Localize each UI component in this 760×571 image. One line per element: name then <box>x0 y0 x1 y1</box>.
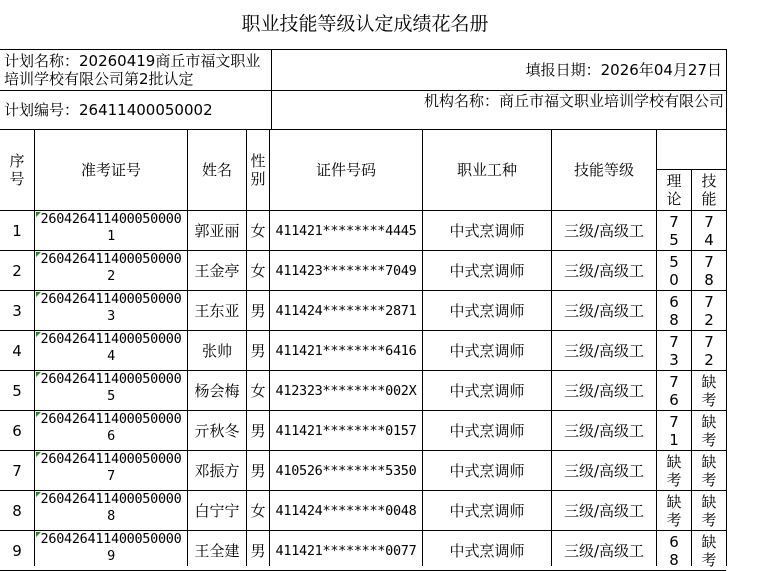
grid-line <box>187 129 188 566</box>
cell-marker-icon <box>36 532 41 537</box>
cell-theory[interactable]: 76 <box>669 372 679 409</box>
page-title: 职业技能等级认定成绩花名册 <box>241 13 489 35</box>
grid-line <box>551 129 552 566</box>
cell-id[interactable]: 411421********4445 <box>275 222 417 239</box>
cell-ticket[interactable]: 2604264114000500005 <box>40 371 182 404</box>
header-gender: 性别 <box>250 152 266 188</box>
cell-level[interactable]: 三级/高级工 <box>563 301 645 320</box>
cell-name[interactable]: 王全建 <box>194 541 240 560</box>
cell-level[interactable]: 三级/高级工 <box>563 501 645 520</box>
cell-occupation[interactable]: 中式烹调师 <box>449 541 525 560</box>
cell-id[interactable]: 411421********0077 <box>275 542 417 559</box>
cell-id[interactable]: 411424********2871 <box>275 302 417 319</box>
grid-line <box>0 210 726 211</box>
cell-skill[interactable]: 78 <box>704 252 714 289</box>
cell-marker-icon <box>36 292 41 297</box>
cell-seq[interactable]: 7 <box>12 461 22 480</box>
grid-line <box>691 169 692 566</box>
institution-cell[interactable]: 机构名称：商丘市福文职业培训学校有限公司 <box>423 92 724 110</box>
cell-theory[interactable]: 50 <box>669 252 679 289</box>
cell-occupation[interactable]: 中式烹调师 <box>449 301 525 320</box>
grid-line <box>0 530 726 531</box>
cell-seq[interactable]: 8 <box>12 501 22 520</box>
grid-line <box>246 129 247 566</box>
cell-marker-icon <box>36 492 41 497</box>
cell-ticket[interactable]: 2604264114000500004 <box>40 331 182 364</box>
cell-name[interactable]: 杨会梅 <box>194 381 240 400</box>
grid-line <box>0 250 726 251</box>
cell-marker-icon <box>36 332 41 337</box>
grid-line <box>0 490 726 491</box>
grid-line <box>0 90 726 91</box>
cell-level[interactable]: 三级/高级工 <box>563 421 645 440</box>
cell-occupation[interactable]: 中式烹调师 <box>449 501 525 520</box>
cell-gender[interactable]: 女 <box>250 501 266 520</box>
cell-theory[interactable]: 缺考 <box>666 492 682 529</box>
grid-line <box>726 49 727 566</box>
cell-seq[interactable]: 6 <box>12 421 22 440</box>
cell-gender[interactable]: 男 <box>250 421 266 440</box>
cell-marker-icon <box>36 412 41 417</box>
cell-theory[interactable]: 缺考 <box>666 452 682 489</box>
header-occupation: 职业工种 <box>456 161 517 179</box>
cell-level[interactable]: 三级/高级工 <box>563 541 645 560</box>
cell-theory[interactable]: 75 <box>669 212 679 249</box>
cell-ticket[interactable]: 2604264114000500008 <box>40 491 182 524</box>
grid-line <box>0 410 726 411</box>
cell-gender[interactable]: 男 <box>250 301 266 320</box>
cell-occupation[interactable]: 中式烹调师 <box>449 381 525 400</box>
header-level: 技能等级 <box>573 161 634 179</box>
grid-line <box>422 129 423 566</box>
cell-seq[interactable]: 4 <box>12 341 22 360</box>
cell-id[interactable]: 411423********7049 <box>275 262 417 279</box>
cell-theory[interactable]: 68 <box>669 292 679 329</box>
header-name: 姓名 <box>201 161 232 179</box>
grid-line <box>0 49 726 50</box>
cell-occupation[interactable]: 中式烹调师 <box>449 261 525 280</box>
cell-id[interactable]: 411421********6416 <box>275 342 417 359</box>
grid-line <box>0 370 726 371</box>
cell-gender[interactable]: 男 <box>250 541 266 560</box>
cell-theory[interactable]: 73 <box>669 332 679 369</box>
cell-ticket[interactable]: 2604264114000500006 <box>40 411 182 444</box>
grid-line <box>269 129 270 566</box>
fill-date-cell[interactable]: 填报日期：2026年04月27日 <box>525 61 722 79</box>
cell-ticket[interactable]: 2604264114000500009 <box>40 531 182 564</box>
header-ticket: 准考证号 <box>80 161 141 179</box>
cell-id[interactable]: 411421********0157 <box>275 422 417 439</box>
cell-skill[interactable]: 74 <box>704 212 714 249</box>
cell-marker-icon <box>36 452 41 457</box>
cell-marker-icon <box>36 372 41 377</box>
cell-occupation[interactable]: 中式烹调师 <box>449 341 525 360</box>
cell-gender[interactable]: 女 <box>250 261 266 280</box>
cell-marker-icon <box>36 252 41 257</box>
grid-line <box>656 129 657 566</box>
cell-name[interactable]: 张帅 <box>201 341 232 360</box>
cell-level[interactable]: 三级/高级工 <box>563 221 645 240</box>
cell-name[interactable]: 王金亭 <box>194 261 240 280</box>
grid-line <box>0 129 726 130</box>
grid-line <box>0 450 726 451</box>
cell-seq[interactable]: 5 <box>12 381 22 400</box>
cell-gender[interactable]: 男 <box>250 461 266 480</box>
cell-id[interactable]: 411424********0048 <box>275 502 417 519</box>
cell-id[interactable]: 410526********5350 <box>275 462 417 479</box>
cell-seq[interactable]: 1 <box>12 221 22 240</box>
header-theory: 理论 <box>666 172 682 208</box>
cell-level[interactable]: 三级/高级工 <box>563 381 645 400</box>
cell-marker-icon <box>36 212 41 217</box>
cell-theory[interactable]: 68 <box>669 532 679 569</box>
cell-name[interactable]: 亓秋冬 <box>194 421 240 440</box>
cell-skill[interactable]: 72 <box>704 332 714 369</box>
plan-name-cell[interactable]: 计划名称：20260419商丘市福文职业培训学校有限公司第2批认定 <box>4 52 261 88</box>
cell-id[interactable]: 412323********002X <box>275 382 417 399</box>
cell-level[interactable]: 三级/高级工 <box>563 461 645 480</box>
cell-name[interactable]: 王东亚 <box>194 301 240 320</box>
cell-seq[interactable]: 3 <box>12 301 22 320</box>
cell-ticket[interactable]: 2604264114000500003 <box>40 291 182 324</box>
cell-skill[interactable]: 缺考 <box>701 452 717 489</box>
cell-level[interactable]: 三级/高级工 <box>563 261 645 280</box>
cell-skill[interactable]: 缺考 <box>701 492 717 529</box>
grid-line <box>0 330 726 331</box>
cell-seq[interactable]: 9 <box>12 541 22 560</box>
cell-skill[interactable]: 缺考 <box>701 412 717 449</box>
cell-ticket[interactable]: 2604264114000500007 <box>40 451 182 484</box>
grid-line <box>34 129 35 566</box>
cell-occupation[interactable]: 中式烹调师 <box>449 221 525 240</box>
cell-skill[interactable]: 72 <box>704 292 714 329</box>
cell-ticket[interactable]: 2604264114000500002 <box>40 251 182 284</box>
header-id: 证件号码 <box>315 161 376 179</box>
cell-theory[interactable]: 71 <box>669 412 679 449</box>
cell-name[interactable]: 邓振方 <box>194 461 240 480</box>
cell-name[interactable]: 郭亚丽 <box>194 221 240 240</box>
cell-gender[interactable]: 男 <box>250 341 266 360</box>
grid-line <box>271 49 272 129</box>
cell-level[interactable]: 三级/高级工 <box>563 341 645 360</box>
cell-skill[interactable]: 缺考 <box>701 532 717 569</box>
cell-gender[interactable]: 女 <box>250 221 266 240</box>
cell-seq[interactable]: 2 <box>12 261 22 280</box>
header-skill: 技能 <box>701 172 717 208</box>
cell-name[interactable]: 白宁宁 <box>194 501 240 520</box>
plan-number-cell[interactable]: 计划编号：26411400050002 <box>4 101 213 119</box>
cell-occupation[interactable]: 中式烹调师 <box>449 461 525 480</box>
header-seq: 序号 <box>9 152 25 188</box>
cell-gender[interactable]: 女 <box>250 381 266 400</box>
grid-line <box>0 290 726 291</box>
cell-skill[interactable]: 缺考 <box>701 372 717 409</box>
cell-ticket[interactable]: 2604264114000500001 <box>40 211 182 244</box>
cell-occupation[interactable]: 中式烹调师 <box>449 421 525 440</box>
